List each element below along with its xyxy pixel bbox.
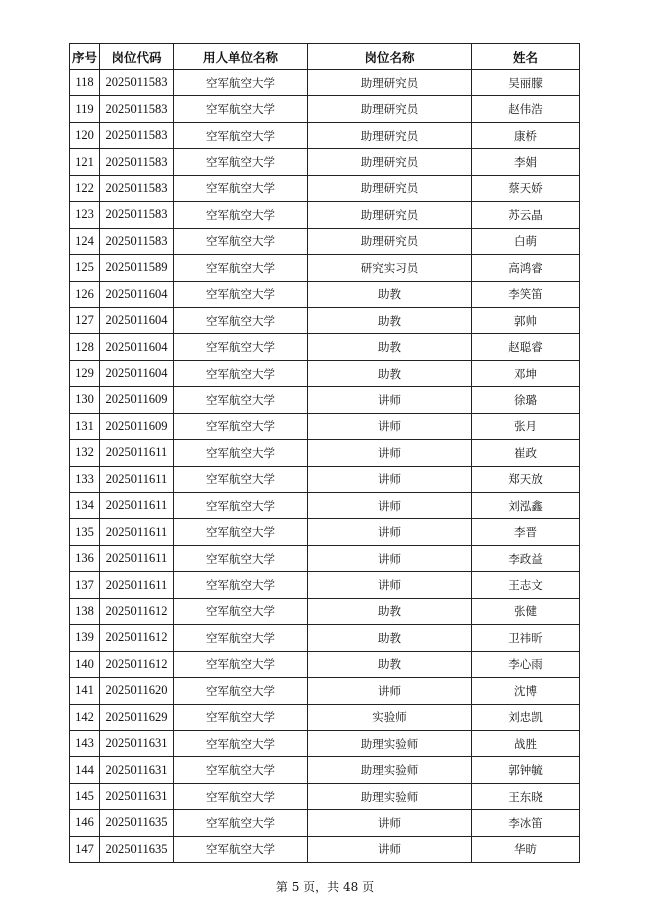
employer-name-cell: 空军航空大学: [174, 783, 308, 809]
position-code-cell: 2025011583: [100, 96, 174, 122]
table-row: [70, 334, 580, 360]
position-name-cell: 讲师: [308, 440, 472, 466]
person-name-cell: 崔政: [472, 440, 580, 466]
employer-name-cell: 空军航空大学: [174, 96, 308, 122]
person-name-cell: 白萌: [472, 228, 580, 254]
person-name-cell: 李心雨: [472, 651, 580, 677]
position-name-cell: 助理研究员: [308, 175, 472, 201]
employer-name-cell: 空军航空大学: [174, 466, 308, 492]
employer-name-cell: 空军航空大学: [174, 387, 308, 413]
serial-number-cell: 146: [70, 810, 100, 836]
employer-name-cell: 空军航空大学: [174, 730, 308, 756]
position-code-cell: 2025011583: [100, 228, 174, 254]
position-name-cell: 讲师: [308, 493, 472, 519]
person-name-cell: 张健: [472, 598, 580, 624]
position-name-cell: 讲师: [308, 413, 472, 439]
position-code-cell: 2025011583: [100, 175, 174, 201]
employer-name-cell: 空军航空大学: [174, 255, 308, 281]
table-row: [70, 387, 580, 413]
table-row: [70, 730, 580, 756]
serial-number-cell: 147: [70, 836, 100, 862]
employer-name-cell: 空军航空大学: [174, 810, 308, 836]
person-name-cell: 徐璐: [472, 387, 580, 413]
table-row: [70, 783, 580, 809]
position-code-cell: 2025011609: [100, 387, 174, 413]
position-code-cell: 2025011611: [100, 493, 174, 519]
position-code-cell: 2025011611: [100, 519, 174, 545]
person-name-cell: 高鸿睿: [472, 255, 580, 281]
employment-list-table: [69, 43, 580, 863]
serial-number-cell: 132: [70, 440, 100, 466]
position-code-cell: 2025011611: [100, 466, 174, 492]
serial-number-cell: 137: [70, 572, 100, 598]
position-name-cell: 研究实习员: [308, 255, 472, 281]
position-name-cell: 讲师: [308, 678, 472, 704]
person-name-cell: 李笑笛: [472, 281, 580, 307]
serial-number-cell: 129: [70, 360, 100, 386]
position-name-cell: 讲师: [308, 545, 472, 571]
table-row: [70, 545, 580, 571]
employer-name-cell: 空军航空大学: [174, 519, 308, 545]
table-row: [70, 175, 580, 201]
table-row: [70, 228, 580, 254]
position-name-cell: 助教: [308, 334, 472, 360]
header-position-name: 岗位名称: [308, 44, 472, 70]
serial-number-cell: 139: [70, 625, 100, 651]
serial-number-cell: 128: [70, 334, 100, 360]
employer-name-cell: 空军航空大学: [174, 572, 308, 598]
employer-name-cell: 空军航空大学: [174, 440, 308, 466]
position-name-cell: 实验师: [308, 704, 472, 730]
table-row: [70, 704, 580, 730]
employer-name-cell: 空军航空大学: [174, 625, 308, 651]
person-name-cell: 邓坤: [472, 360, 580, 386]
serial-number-cell: 133: [70, 466, 100, 492]
employer-name-cell: 空军航空大学: [174, 704, 308, 730]
position-code-cell: 2025011631: [100, 757, 174, 783]
position-code-cell: 2025011612: [100, 651, 174, 677]
position-name-cell: 助理研究员: [308, 122, 472, 148]
header-person-name: 姓名: [472, 44, 580, 70]
serial-number-cell: 143: [70, 730, 100, 756]
person-name-cell: 蔡天娇: [472, 175, 580, 201]
position-name-cell: 讲师: [308, 387, 472, 413]
table-row: [70, 810, 580, 836]
employer-name-cell: 空军航空大学: [174, 228, 308, 254]
position-name-cell: 助理实验师: [308, 730, 472, 756]
person-name-cell: 赵伟浩: [472, 96, 580, 122]
position-name-cell: 助教: [308, 625, 472, 651]
table-row: [70, 70, 580, 96]
position-name-cell: 讲师: [308, 572, 472, 598]
table-body: [70, 70, 580, 863]
person-name-cell: 郭钟毓: [472, 757, 580, 783]
serial-number-cell: 126: [70, 281, 100, 307]
document-table-container: [69, 43, 579, 863]
header-serial-number: 序号: [70, 44, 100, 70]
person-name-cell: 王东晓: [472, 783, 580, 809]
position-code-cell: 2025011609: [100, 413, 174, 439]
table-row: [70, 493, 580, 519]
position-code-cell: 2025011612: [100, 625, 174, 651]
position-code-cell: 2025011604: [100, 281, 174, 307]
position-name-cell: 助理研究员: [308, 70, 472, 96]
table-row: [70, 678, 580, 704]
table-row: [70, 440, 580, 466]
position-code-cell: 2025011611: [100, 440, 174, 466]
person-name-cell: 刘泓鑫: [472, 493, 580, 519]
serial-number-cell: 144: [70, 757, 100, 783]
person-name-cell: 郭帅: [472, 307, 580, 333]
employer-name-cell: 空军航空大学: [174, 281, 308, 307]
table-row: [70, 202, 580, 228]
employer-name-cell: 空军航空大学: [174, 836, 308, 862]
position-code-cell: 2025011583: [100, 149, 174, 175]
position-name-cell: 助教: [308, 281, 472, 307]
person-name-cell: 赵聪睿: [472, 334, 580, 360]
employer-name-cell: 空军航空大学: [174, 757, 308, 783]
position-code-cell: 2025011583: [100, 122, 174, 148]
position-name-cell: 讲师: [308, 836, 472, 862]
position-code-cell: 2025011620: [100, 678, 174, 704]
person-name-cell: 卫祎昕: [472, 625, 580, 651]
position-name-cell: 讲师: [308, 810, 472, 836]
employer-name-cell: 空军航空大学: [174, 149, 308, 175]
table-row: [70, 651, 580, 677]
table-row: [70, 519, 580, 545]
table-row: [70, 281, 580, 307]
position-name-cell: 助教: [308, 360, 472, 386]
person-name-cell: 康桥: [472, 122, 580, 148]
person-name-cell: 战胜: [472, 730, 580, 756]
serial-number-cell: 141: [70, 678, 100, 704]
serial-number-cell: 135: [70, 519, 100, 545]
position-name-cell: 助理研究员: [308, 202, 472, 228]
serial-number-cell: 118: [70, 70, 100, 96]
table-row: [70, 307, 580, 333]
table-row: [70, 598, 580, 624]
position-code-cell: 2025011635: [100, 810, 174, 836]
employer-name-cell: 空军航空大学: [174, 334, 308, 360]
position-code-cell: 2025011612: [100, 598, 174, 624]
person-name-cell: 刘忠凯: [472, 704, 580, 730]
serial-number-cell: 145: [70, 783, 100, 809]
serial-number-cell: 127: [70, 307, 100, 333]
header-employer-name: 用人单位名称: [174, 44, 308, 70]
position-name-cell: 助理研究员: [308, 149, 472, 175]
position-code-cell: 2025011583: [100, 70, 174, 96]
person-name-cell: 吴丽朦: [472, 70, 580, 96]
employer-name-cell: 空军航空大学: [174, 545, 308, 571]
position-code-cell: 2025011583: [100, 202, 174, 228]
position-code-cell: 2025011631: [100, 730, 174, 756]
employer-name-cell: 空军航空大学: [174, 651, 308, 677]
employer-name-cell: 空军航空大学: [174, 175, 308, 201]
person-name-cell: 李政益: [472, 545, 580, 571]
person-name-cell: 张月: [472, 413, 580, 439]
position-name-cell: 助理实验师: [308, 783, 472, 809]
person-name-cell: 华昉: [472, 836, 580, 862]
employer-name-cell: 空军航空大学: [174, 678, 308, 704]
table-row: [70, 413, 580, 439]
header-position-code: 岗位代码: [100, 44, 174, 70]
employer-name-cell: 空军航空大学: [174, 122, 308, 148]
serial-number-cell: 119: [70, 96, 100, 122]
position-code-cell: 2025011635: [100, 836, 174, 862]
person-name-cell: 李娟: [472, 149, 580, 175]
person-name-cell: 李晋: [472, 519, 580, 545]
serial-number-cell: 138: [70, 598, 100, 624]
position-name-cell: 助理研究员: [308, 96, 472, 122]
serial-number-cell: 121: [70, 149, 100, 175]
person-name-cell: 苏云晶: [472, 202, 580, 228]
position-name-cell: 助教: [308, 598, 472, 624]
serial-number-cell: 136: [70, 545, 100, 571]
person-name-cell: 沈博: [472, 678, 580, 704]
employer-name-cell: 空军航空大学: [174, 202, 308, 228]
employer-name-cell: 空军航空大学: [174, 413, 308, 439]
serial-number-cell: 122: [70, 175, 100, 201]
table-row: [70, 149, 580, 175]
serial-number-cell: 130: [70, 387, 100, 413]
person-name-cell: 郑天放: [472, 466, 580, 492]
serial-number-cell: 120: [70, 122, 100, 148]
person-name-cell: 李冰笛: [472, 810, 580, 836]
employer-name-cell: 空军航空大学: [174, 360, 308, 386]
position-code-cell: 2025011589: [100, 255, 174, 281]
table-row: [70, 757, 580, 783]
serial-number-cell: 124: [70, 228, 100, 254]
page-footer: 第 5 页，共 48 页: [275, 880, 375, 894]
serial-number-cell: 140: [70, 651, 100, 677]
position-code-cell: 2025011604: [100, 334, 174, 360]
position-name-cell: 助教: [308, 651, 472, 677]
employer-name-cell: 空军航空大学: [174, 307, 308, 333]
position-code-cell: 2025011631: [100, 783, 174, 809]
position-code-cell: 2025011611: [100, 572, 174, 598]
table-row: [70, 572, 580, 598]
position-code-cell: 2025011629: [100, 704, 174, 730]
table-row: [70, 466, 580, 492]
position-code-cell: 2025011604: [100, 307, 174, 333]
person-name-cell: 王志文: [472, 572, 580, 598]
position-name-cell: 助理研究员: [308, 228, 472, 254]
serial-number-cell: 131: [70, 413, 100, 439]
table-row: [70, 360, 580, 386]
table-row: [70, 255, 580, 281]
position-name-cell: 讲师: [308, 466, 472, 492]
table-row: [70, 122, 580, 148]
table-header-row: [70, 44, 580, 70]
serial-number-cell: 125: [70, 255, 100, 281]
serial-number-cell: 123: [70, 202, 100, 228]
position-code-cell: 2025011611: [100, 545, 174, 571]
position-code-cell: 2025011604: [100, 360, 174, 386]
position-name-cell: 助教: [308, 307, 472, 333]
serial-number-cell: 142: [70, 704, 100, 730]
employer-name-cell: 空军航空大学: [174, 493, 308, 519]
table-row: [70, 836, 580, 862]
employer-name-cell: 空军航空大学: [174, 70, 308, 96]
serial-number-cell: 134: [70, 493, 100, 519]
position-name-cell: 助理实验师: [308, 757, 472, 783]
table-row: [70, 96, 580, 122]
position-name-cell: 讲师: [308, 519, 472, 545]
table-row: [70, 625, 580, 651]
employer-name-cell: 空军航空大学: [174, 598, 308, 624]
